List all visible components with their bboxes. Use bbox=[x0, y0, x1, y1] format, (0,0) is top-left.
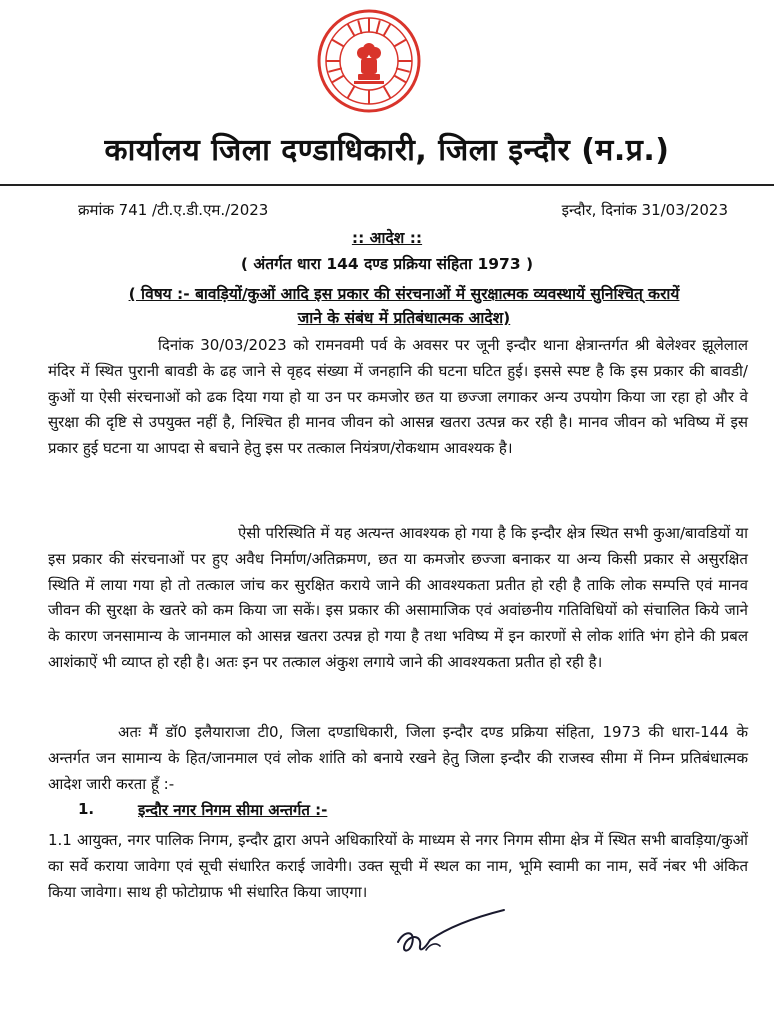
paragraph-incident: दिनांक 30/03/2023 को रामनवमी पर्व के अवसर पर जूनी इन्दौर थाना क्षेत्रान्तर्गत श्री बेलेश्वर झूलेलाल मंदिर में स्थित पुरानी बावडी के ढह जाने से वृहद संख्या में जनहानि की घटना घटित हुई। इससे स्पष्ट है कि इस प्रकार की बावडी/कुओं या ऐसी संरचनाओं को ढक दिया गया हो या उन पर कमजोर छत या छज्जा लगाकर अन्य उपयोग किया जा रहा हो और वे सुरक्षा की दृष्टि से उपयुक्त नहीं है, निश्चित ही मानव जीवन को आसन्न खतरा उत्पन्न कर रही है। मानव जीवन को भविष्य में इस प्रकार हुई घटना या आपदा से बचाने हेतु इस पर तत्काल नियंत्रण/रोकथाम आवश्यक है। bbox=[48, 336, 748, 458]
order-subject bbox=[74, 282, 734, 330]
order-heading-text: :: आदेश :: bbox=[351, 229, 423, 247]
item-1-title: इन्दौर नगर निगम सीमा अन्तर्गत :- bbox=[138, 801, 328, 819]
subject-line-2: जाने के संबंध में प्रतिबंधात्मक आदेश) bbox=[297, 309, 511, 327]
place-date: इन्दौर, दिनांक 31/03/2023 bbox=[561, 201, 728, 219]
subject-line-1: ( विषय :- बावड़ियों/कुओं आदि इस प्रकार की संरचनाओं में सुरक्षात्मक व्यवस्थायें सुनिश्चित् करायें bbox=[128, 285, 680, 303]
section-reference: ( अंतर्गत धारा 144 दण्ड प्रक्रिया संहिता 1973 ) bbox=[240, 255, 534, 273]
item-1-number: 1. bbox=[78, 800, 95, 818]
paragraph-situation: ऐसी परिस्थिति में यह अत्यन्त आवश्यक हो गया है कि इन्दौर क्षेत्र स्थित सभी कुआ/बावडियों या इस प्रकार की संरचनाओं पर हुए अवैध निर्माण/अतिक्रमण, छत या कमजोर छज्जा बनाकर या अन्य किसी प्रकार से असुरक्षित स्थिति में लाया गया हो तो तत्काल जांच कर सुरक्षित कराये जाने की आवश्यकता प्रतीत हो रही है ताकि लोक सम्पत्ति एवं मानव जीवन की सुरक्षा के खतरे को कम किया जा सकें। इस प्रकार की असामाजिक एवं अवांछनीय गतिविधियों को संचालित किये जाने के कारण जनसामान्य के जानमाल को आसन्न खतरा उत्पन्न हो गया है तथा भविष्य में इन कारणों से लोक शांति भंग होने की प्रबल आशंकाऐं भी व्याप्त हो रही है। अतः इन पर तत्काल अंकुश लगाये जाने की आवश्यकता प्रतीत हो रही है। bbox=[48, 524, 748, 671]
handwritten-signature-icon bbox=[390, 904, 510, 964]
order-heading bbox=[0, 226, 774, 248]
paragraph-order-issuance: अतः मैं डॉ0 इलैयाराजा टी0, जिला दण्डाधिकारी, जिला इन्दौर दण्ड प्रक्रिया संहिता, 1973 की धारा-144 के अन्तर्गत जन सामान्य के हित/जानमाल एवं लोक शांति को बनाये रखने हेतु जिला इन्दौर की राजस्व सीमा में निम्न प्रतिबंधात्मक आदेश जारी करता हूँ :- bbox=[48, 723, 748, 793]
office-title: कार्यालय जिला दण्डाधिकारी, जिला इन्दौर (म.प्र.) bbox=[104, 133, 670, 168]
government-emblem-seal-icon bbox=[316, 8, 422, 114]
reference-number: क्रमांक 741 /टी.ए.डी.एम./2023 bbox=[78, 201, 269, 219]
header-divider bbox=[0, 184, 774, 186]
item-1-1-text: 1.1 आयुक्त, नगर पालिक निगम, इन्दौर द्वारा अपने अधिकारियों के माध्यम से नगर निगम सीमा क्षेत्र में स्थित सभी बावड़िया/कुओं का सर्वे कराया जावेगा एवं सूची संधारित कराई जावेगी। उक्त सूची में स्थल का नाम, भूमि स्वामी का नाम, सर्वे नंबर भी अंकित किया जावेगा। साथ ही फोटोग्राफ भी संधारित किया जाएगा। bbox=[48, 831, 748, 901]
